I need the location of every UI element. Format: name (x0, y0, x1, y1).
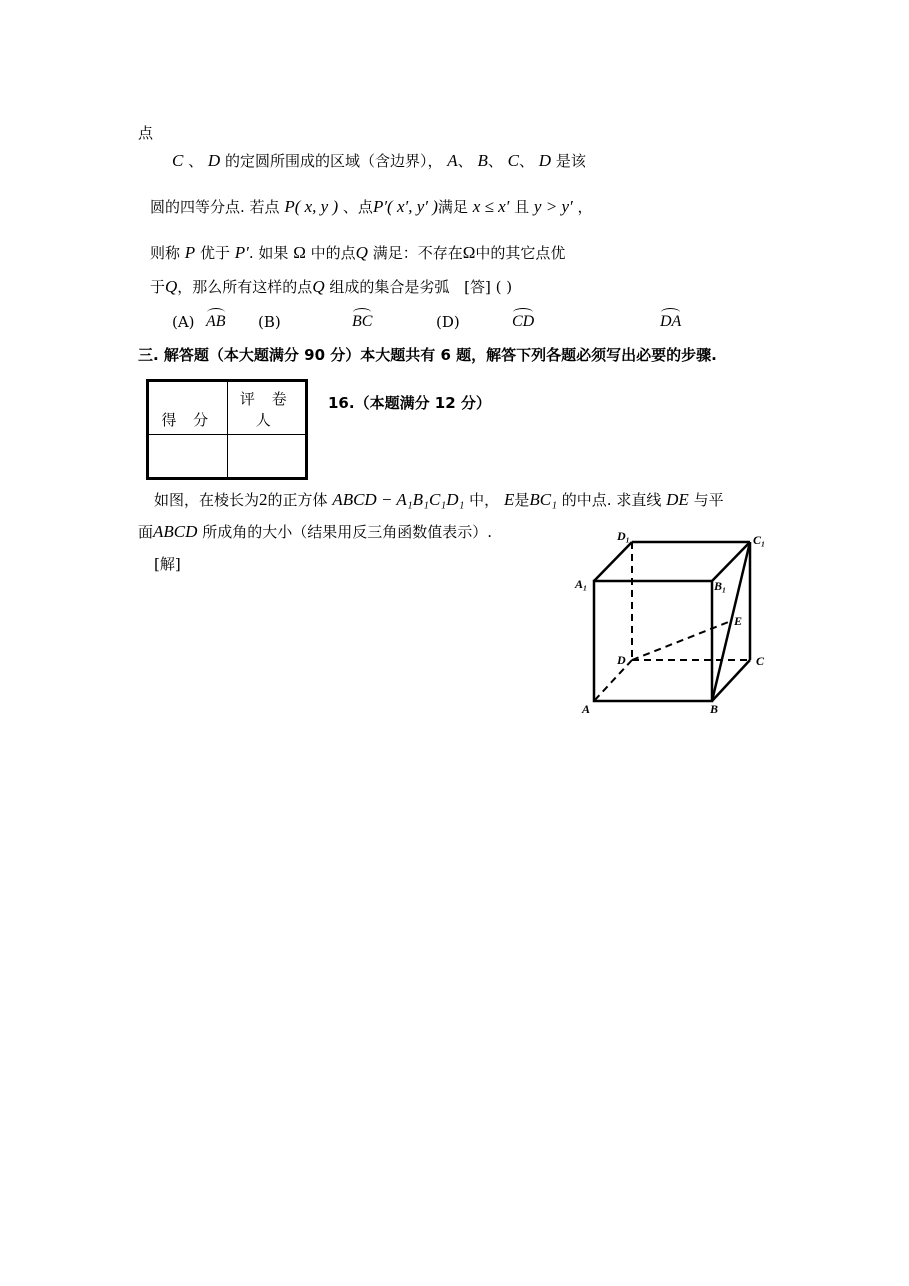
score-cell[interactable] (148, 435, 228, 479)
p15-line1-text: 点 (138, 124, 154, 142)
label-C: C (756, 654, 765, 668)
arc-ab: AB (206, 313, 226, 330)
text: 如图，在棱长为 (154, 491, 260, 509)
var-P: P (184, 243, 196, 262)
text: 满足：不存在 (372, 244, 463, 262)
p15-line1 (138, 122, 153, 143)
text: 且 (514, 198, 530, 216)
arc-da: DA (660, 313, 682, 330)
grader-header: 评 卷 人 (227, 381, 307, 435)
var-D: D (207, 151, 221, 170)
p16-line1 (154, 489, 724, 510)
var-Q: Q (165, 277, 178, 296)
text: 、点 (342, 198, 373, 216)
label-B1: B₁ (714, 579, 727, 593)
var-E: E (503, 490, 515, 509)
text: 于 (150, 278, 166, 296)
text: 则称 (150, 244, 181, 262)
omega: Ω (293, 243, 306, 262)
var-P-prime: P′ (234, 243, 249, 262)
text: 的定圆所围成的区域（含边界）， (224, 152, 443, 170)
text: 是该 (555, 152, 586, 170)
text: 的正方体 (267, 491, 328, 509)
sep: 、 (519, 152, 535, 170)
cube-figure (570, 520, 780, 720)
text: 优于 (199, 244, 230, 262)
edge-DE (632, 621, 731, 660)
label-D: D (617, 653, 626, 667)
solution-label: [解] (154, 555, 181, 573)
option-b-label: (B) (258, 313, 281, 331)
text: ，那么所有这样的点 (177, 278, 313, 296)
text: 圆的四等分点. 若点 (150, 198, 280, 216)
label-A1: A₁ (575, 577, 588, 591)
grader-cell[interactable] (227, 435, 307, 479)
text: 满足 (437, 198, 468, 216)
var-Q: Q (355, 243, 368, 262)
text: 中的其它点优 (475, 244, 566, 262)
text: 与平 (693, 491, 724, 509)
label-D1: D₁ (617, 529, 630, 543)
text: 所成角的大小（结果用反三角函数值表示）. (202, 523, 492, 541)
var-P-prime: P′ (372, 197, 388, 216)
label-B: B (710, 702, 719, 716)
var-D2: D (538, 151, 552, 170)
text: 组成的集合是劣弧 (329, 278, 450, 296)
answer-bracket: [答] ( ) (464, 278, 513, 296)
option-a-arc (206, 312, 226, 331)
p16-line2 (138, 521, 492, 542)
omega: Ω (462, 243, 476, 262)
problem16-title: 16.（本题满分 12 分） (328, 394, 491, 412)
text: 是 (514, 491, 530, 509)
plane-ABCD: ABCD (153, 522, 198, 541)
label-A: A (582, 702, 591, 716)
cube-name: ABCD − A₁B₁C₁D₁ (332, 490, 465, 509)
score-header: 得 分 (148, 381, 228, 435)
coords: ( x′, y′ ) (387, 197, 438, 216)
option-c-arc (512, 312, 534, 331)
segment-BC1: BC₁ (529, 490, 558, 509)
sep: 、 (457, 152, 473, 170)
var-C2: C (507, 151, 519, 170)
label-C1: C₁ (753, 533, 766, 547)
var-A: A (447, 151, 458, 170)
text: ， (577, 198, 593, 216)
var-Q: Q (312, 277, 325, 296)
score-table (146, 379, 308, 480)
condition: y > y′ (533, 197, 573, 216)
text: 中， (469, 491, 500, 509)
p15-line2 (172, 150, 586, 171)
coords: ( x, y ) (294, 197, 339, 216)
section-heading: 三. 解答题（本大题满分 90 分）本大题共有 6 题，解答下列各题必须写出必要的步骤. (138, 346, 717, 364)
text: 面 (138, 523, 154, 541)
option-da-arc (660, 312, 681, 331)
edge-BC1 (712, 542, 750, 701)
p15-line5 (150, 276, 512, 297)
text: . 如果 (248, 244, 289, 262)
edge-DA (594, 660, 632, 701)
text: 的中点. 求直线 (561, 491, 662, 509)
sep: 、 (487, 152, 503, 170)
p15-line3 (150, 196, 593, 217)
number: 2 (259, 490, 268, 509)
option-d-label: (D) (436, 313, 460, 331)
line-DE: DE (666, 490, 689, 509)
edge-A1D1 (594, 542, 632, 581)
var-C: C (172, 151, 184, 170)
p15-line4 (150, 242, 565, 263)
option-b-arc (352, 312, 372, 331)
sep: 、 (188, 152, 204, 170)
label-E: E (734, 614, 743, 628)
var-B: B (477, 151, 488, 170)
arc-cd: CD (512, 313, 535, 330)
arc-bc: BC (352, 313, 373, 330)
option-a-label: (A) (172, 313, 195, 331)
text: 中的点 (310, 244, 356, 262)
condition: x ≤ x′ (472, 197, 510, 216)
var-P: P (284, 197, 295, 216)
